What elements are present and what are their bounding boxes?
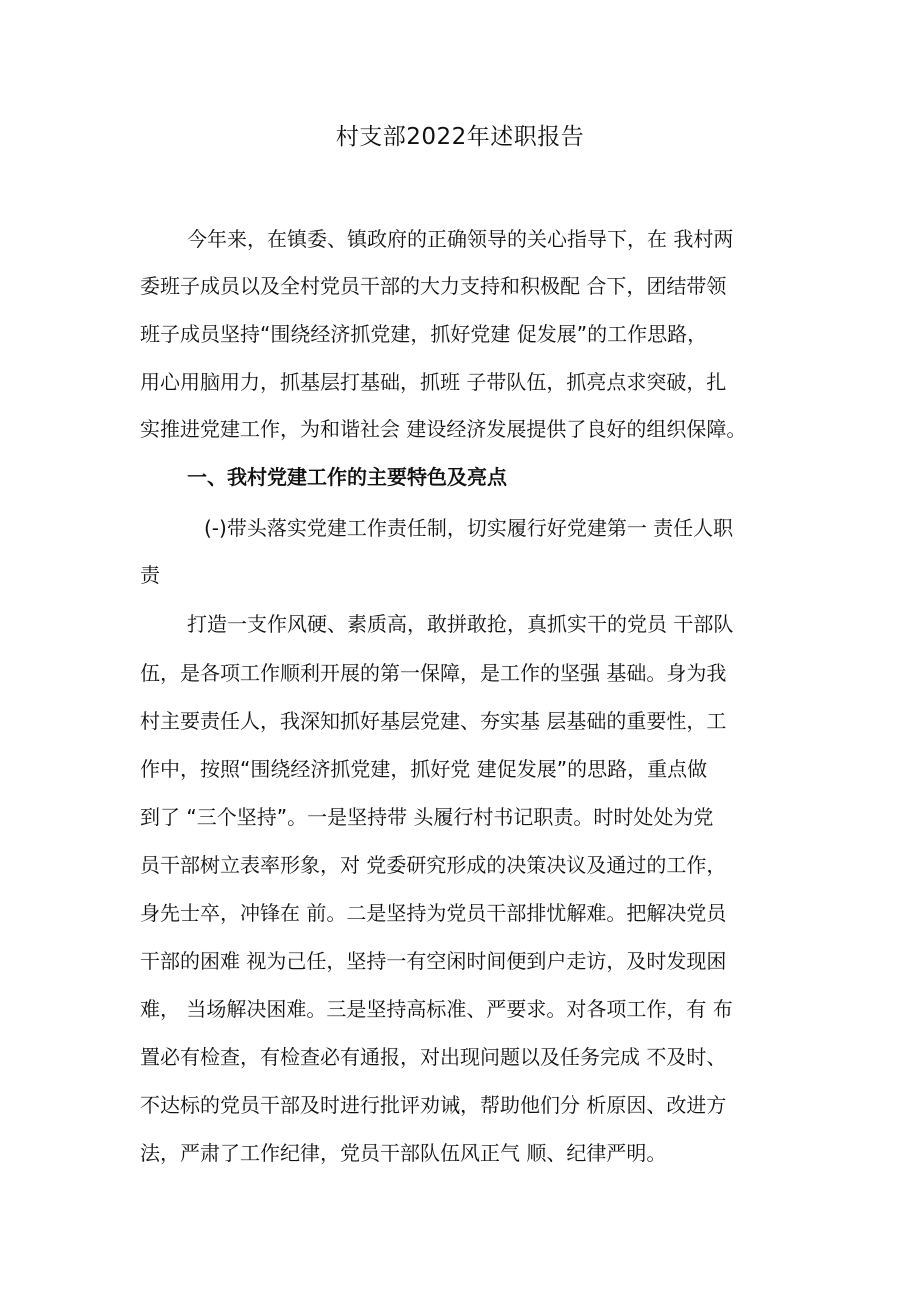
section-heading: 一、我村党建工作的主要特色及亮点	[187, 465, 507, 489]
paragraph-line: 置必有检查，有检查必有通报，对出现问题以及任务完成 不及时、	[140, 1045, 727, 1069]
paragraph-line: 委班子成员以及全村党员干部的大力支持和积极配 合下，团结带领	[140, 274, 727, 298]
paragraph-line: 到了 “三个坚持”。一是坚持带 头履行村书记职责。时时处处为党	[140, 805, 714, 829]
subsection-heading-line: (-)带头落实党建工作责任制，切实履行好党建第一 责任人职	[204, 516, 734, 540]
document-title: 村支部2022年述职报告	[335, 124, 585, 150]
paragraph-line: 作中，按照“围绕经济抓党建，抓好党 建促发展”的思路，重点做	[140, 757, 708, 781]
paragraph-line: 打造一支作风硬、素质高，敢拼敢抢，真抓实干的党员 干部队	[187, 612, 734, 636]
paragraph-line: 不达标的党员干部及时进行批评劝诫，帮助他们分 析原因、改进方	[140, 1093, 727, 1117]
paragraph-line: 身先士卒，冲锋在 前。二是坚持为党员干部排忧解难。把解决党员	[140, 901, 727, 925]
paragraph-line: 实推进党建工作，为和谐社会 建设经济发展提供了良好的组织保障。	[140, 417, 747, 441]
paragraph-line: 班子成员坚持“围绕经济抓党建，抓好党建 促发展”的工作思路，	[140, 322, 708, 346]
paragraph-line: 干部的困难 视为己任，坚持一有空闲时间便到户走访，及时发现困	[140, 949, 727, 973]
paragraph-line: 用心用脑用力，抓基层打基础，抓班 子带队伍，抓亮点求突破，扎	[140, 370, 727, 394]
paragraph-line: 难， 当场解决困难。三是坚持高标准、严要求。对各项工作，有 布	[140, 997, 733, 1021]
paragraph-line: 村主要责任人，我深知抓好基层党建、夯实基 层基础的重要性，工	[140, 709, 727, 733]
paragraph-line: 员干部树立表率形象，对 党委研究形成的决策决议及通过的工作，	[140, 853, 727, 877]
paragraph-line: 今年来，在镇委、镇政府的正确领导的关心指导下，在 我村两	[187, 227, 734, 251]
paragraph-line: 伍，是各项工作顺利开展的第一保障，是工作的坚强 基础。身为我	[140, 661, 727, 685]
paragraph-line: 法，严肃了工作纪律，党员干部队伍风正气 顺、纪律严明。	[140, 1141, 667, 1165]
subsection-heading-line: 责	[140, 563, 160, 587]
